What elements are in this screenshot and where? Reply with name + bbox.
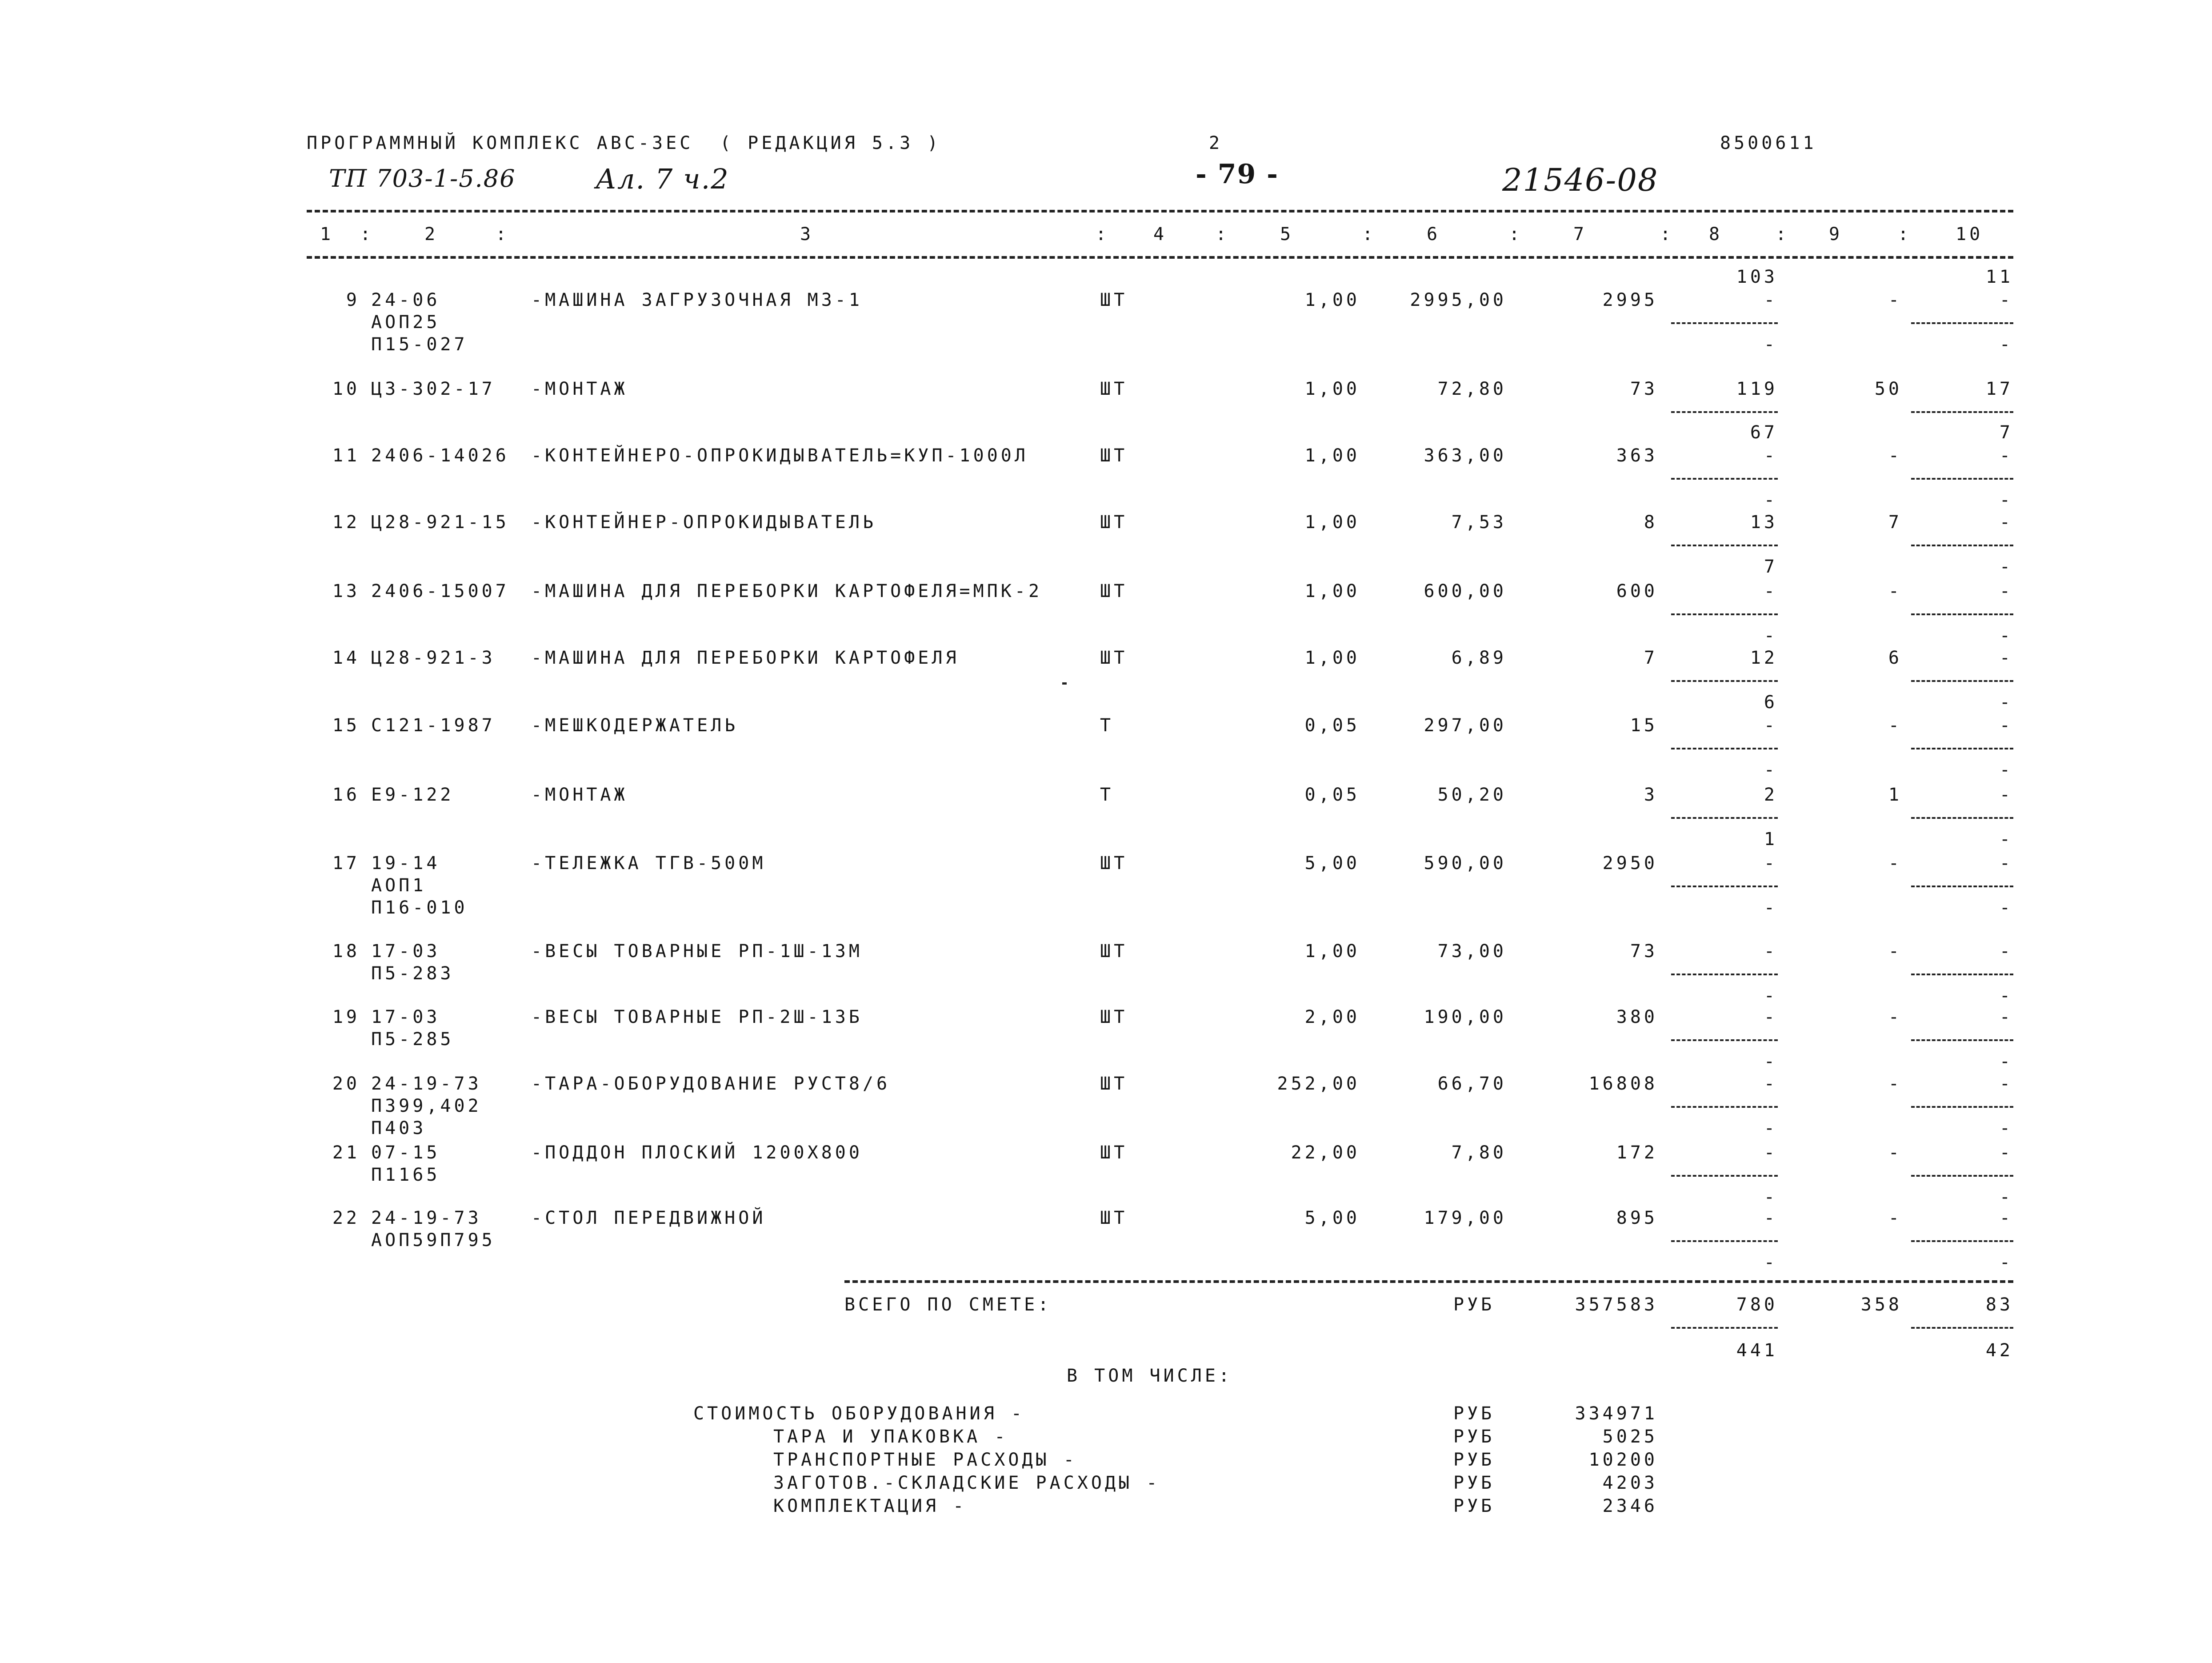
row-number: 13 (332, 581, 360, 601)
row-code: 2406-14026 (371, 445, 509, 466)
row-col10-bottom: - (1999, 760, 2013, 780)
column-header-3: 3 (800, 224, 814, 244)
row-total: 380 (1616, 1007, 1658, 1027)
row-col8: 12 (1750, 648, 1778, 668)
row-col9: 7 (1888, 512, 1902, 533)
row-col8-rule (1671, 1240, 1778, 1242)
column-separator: : (1096, 224, 1110, 244)
row-unit-price: 190,00 (1424, 1007, 1507, 1027)
row-col8-top: 103 (1736, 267, 1778, 287)
row-unit-price: 600,00 (1424, 581, 1507, 601)
including-title: В ТОМ ЧИСЛЕ: (1067, 1366, 1232, 1386)
row-code: 17-03 (371, 941, 440, 962)
row-col9: - (1888, 941, 1902, 962)
column-separator: : (1776, 224, 1790, 244)
row-name: -МАШИНА ЗАГРУЗОЧНАЯ МЗ-1 (531, 290, 863, 310)
including-label: ЗАГОТОВ.-СКЛАДСКИЕ РАСХОДЫ - (773, 1473, 1160, 1493)
row-code: П403 (371, 1118, 427, 1138)
row-total: 73 (1630, 941, 1658, 962)
row-code: П16-010 (371, 898, 468, 918)
row-quantity: 1,00 (1304, 290, 1360, 310)
column-header-9: 9 (1829, 224, 1843, 244)
row-col8-bottom: - (1764, 1051, 1778, 1072)
row-quantity: 1,00 (1304, 581, 1360, 601)
row-total: 7 (1644, 648, 1658, 668)
row-number: 14 (332, 648, 360, 668)
row-col8-rule (1671, 322, 1778, 324)
row-quantity: 5,00 (1304, 853, 1360, 874)
including-label: ТРАНСПОРТНЫЕ РАСХОДЫ - (773, 1450, 1077, 1470)
row-unit-price: 50,20 (1437, 785, 1507, 805)
row-col8-bottom: - (1764, 760, 1778, 780)
row-total: 3 (1644, 785, 1658, 805)
program-code: 8500611 (1720, 133, 1817, 153)
row-unit: ШТ (1100, 1208, 1128, 1228)
row-total: 16808 (1588, 1074, 1658, 1094)
row-col9: - (1888, 853, 1902, 874)
row-quantity: 0,05 (1304, 715, 1360, 736)
row-code: 24-06 (371, 290, 440, 310)
row-col8: - (1764, 290, 1778, 310)
row-name: -ТАРА-ОБОРУДОВАНИЕ РУСТ8/6 (531, 1074, 891, 1094)
row-col10-bottom: - (1999, 625, 2013, 646)
totals-col8-rule (1671, 1327, 1778, 1329)
row-col8-rule (1671, 680, 1778, 682)
row-code: ЦЗ-302-17 (371, 379, 496, 399)
row-unit: ШТ (1100, 1074, 1128, 1094)
header-rule-top (307, 210, 2013, 212)
row-quantity: 1,00 (1304, 648, 1360, 668)
totals-col8: 780 (1736, 1294, 1778, 1315)
column-header-10: 10 (1956, 224, 1984, 244)
row-col8: - (1764, 1074, 1778, 1094)
stray-mark (1062, 682, 1067, 685)
row-number: 11 (332, 445, 360, 466)
row-col9: - (1888, 445, 1902, 466)
row-code: 17-03 (371, 1007, 440, 1027)
row-col8-rule (1671, 1106, 1778, 1108)
row-unit: Т (1100, 785, 1114, 805)
including-value: 10200 (1588, 1450, 1658, 1470)
row-col10: - (1999, 941, 2013, 962)
row-col10-bottom: - (1999, 1252, 2013, 1273)
row-col10: - (1999, 512, 2013, 533)
row-quantity: 0,05 (1304, 785, 1360, 805)
column-header-8: 8 (1709, 224, 1723, 244)
including-value: 4203 (1602, 1473, 1658, 1493)
row-unit: ШТ (1100, 1142, 1128, 1163)
row-col8: - (1764, 1007, 1778, 1027)
column-header-7: 7 (1573, 224, 1588, 244)
row-unit-price: 72,80 (1437, 379, 1507, 399)
row-unit: ШТ (1100, 1007, 1128, 1027)
column-separator: : (1216, 224, 1230, 244)
row-code: С121-1987 (371, 715, 496, 736)
totals-col9: 358 (1860, 1294, 1902, 1315)
totals-col10-rule (1911, 1327, 2013, 1329)
row-unit-price: 7,53 (1451, 512, 1507, 533)
row-col10-top: 11 (1985, 267, 2013, 287)
row-total: 8 (1644, 512, 1658, 533)
row-code: 24-19-73 (371, 1208, 482, 1228)
row-col10-rule (1911, 748, 2013, 749)
row-code: АОП59П795 (371, 1230, 496, 1250)
row-code: П5-285 (371, 1029, 454, 1050)
row-col10-bottom: - (1999, 557, 2013, 577)
column-separator: : (360, 224, 374, 244)
row-col9: - (1888, 715, 1902, 736)
row-col10-bottom: - (1999, 490, 2013, 510)
including-unit: РУБ (1453, 1496, 1495, 1516)
row-col10-rule (1911, 613, 2013, 615)
sheet-number: 2 (1209, 133, 1223, 153)
row-total: 172 (1616, 1142, 1658, 1163)
row-col10-rule (1911, 1039, 2013, 1041)
row-name: -МОНТАЖ (531, 785, 628, 805)
row-total: 600 (1616, 581, 1658, 601)
totals-unit: РУБ (1453, 1294, 1495, 1315)
row-col8-bottom: 6 (1764, 692, 1778, 713)
column-header-1: 1 (320, 224, 334, 244)
document-number: 21546-08 (1502, 162, 1659, 198)
row-col8: - (1764, 581, 1778, 601)
row-number: 10 (332, 379, 360, 399)
totals-rule (844, 1280, 2013, 1283)
row-number: 12 (332, 512, 360, 533)
row-code: П15-027 (371, 334, 468, 355)
including-label: СТОИМОСТЬ ОБОРУДОВАНИЯ - (693, 1403, 1025, 1424)
row-unit-price: 179,00 (1424, 1208, 1507, 1228)
row-col8: 119 (1736, 379, 1778, 399)
row-unit: ШТ (1100, 445, 1128, 466)
row-quantity: 2,00 (1304, 1007, 1360, 1027)
row-col8-top: 67 (1750, 422, 1778, 443)
row-col8: - (1764, 715, 1778, 736)
row-unit: Т (1100, 715, 1114, 736)
row-name: -МОНТАЖ (531, 379, 628, 399)
row-col8: - (1764, 445, 1778, 466)
row-col10: - (1999, 445, 2013, 466)
row-unit: ШТ (1100, 941, 1128, 962)
row-code: Ц28-921-15 (371, 512, 509, 533)
row-col10: - (1999, 715, 2013, 736)
totals-sum: 357583 (1575, 1294, 1658, 1315)
row-number: 16 (332, 785, 360, 805)
row-col8-rule (1671, 1175, 1778, 1177)
row-col9: - (1888, 1208, 1902, 1228)
row-col9: 6 (1888, 648, 1902, 668)
row-col10-rule (1911, 322, 2013, 324)
row-col8: 2 (1764, 785, 1778, 805)
row-total: 895 (1616, 1208, 1658, 1228)
row-col9: 50 (1874, 379, 1902, 399)
row-col9: 1 (1888, 785, 1902, 805)
totals-col10-bottom: 42 (1985, 1340, 2013, 1361)
row-code: 07-15 (371, 1142, 440, 1163)
row-col10: - (1999, 785, 2013, 805)
row-code: 19-14 (371, 853, 440, 874)
row-name: -МАШИНА ДЛЯ ПЕРЕБОРКИ КАРТОФЕЛЯ=МПК-2 (531, 581, 1043, 601)
row-col8-rule (1671, 613, 1778, 615)
row-name: -ПОДДОН ПЛОСКИЙ 1200Х800 (531, 1142, 863, 1163)
row-col8-rule (1671, 478, 1778, 480)
including-unit: РУБ (1453, 1450, 1495, 1470)
totals-label: ВСЕГО ПО СМЕТЕ: (844, 1294, 1052, 1315)
column-separator: : (496, 224, 510, 244)
row-col10-bottom: - (1999, 986, 2013, 1006)
column-separator: : (1898, 224, 1912, 244)
row-name: -ВЕСЫ ТОВАРНЫЕ РП-2Ш-13Б (531, 1007, 863, 1027)
program-title: ПРОГРАММНЫЙ КОМПЛЕКС АВС-3ЕС (307, 133, 694, 153)
row-col8-bottom: 1 (1764, 829, 1778, 850)
column-header-4: 4 (1153, 224, 1168, 244)
row-name: -СТОЛ ПЕРЕДВИЖНОЙ (531, 1208, 766, 1228)
row-total: 2995 (1602, 290, 1658, 310)
row-col8-rule (1671, 545, 1778, 546)
row-col8-rule (1671, 886, 1778, 887)
row-unit-price: 73,00 (1437, 941, 1507, 962)
row-col8-bottom: - (1764, 625, 1778, 646)
row-code: АОП25 (371, 312, 440, 333)
row-col10: - (1999, 648, 2013, 668)
column-header-2: 2 (424, 224, 439, 244)
row-unit-price: 7,80 (1451, 1142, 1507, 1163)
row-col8-bottom: - (1764, 1118, 1778, 1138)
row-col8: - (1764, 1142, 1778, 1163)
row-col8-bottom: 7 (1764, 557, 1778, 577)
row-name: -МЕШКОДЕРЖАТЕЛЬ (531, 715, 739, 736)
row-col10-bottom: - (1999, 1051, 2013, 1072)
row-name: -ВЕСЫ ТОВАРНЫЕ РП-1Ш-13М (531, 941, 863, 962)
row-code: 2406-15007 (371, 581, 509, 601)
row-col10-rule (1911, 411, 2013, 413)
row-code: П399,402 (371, 1096, 482, 1116)
row-col10-bottom: - (1999, 692, 2013, 713)
row-col8: - (1764, 1208, 1778, 1228)
column-separator: : (1509, 224, 1523, 244)
row-col8-bottom: - (1764, 490, 1778, 510)
row-col10-bottom: - (1999, 829, 2013, 850)
row-col10-rule (1911, 817, 2013, 819)
row-unit-price: 6,89 (1451, 648, 1507, 668)
row-col9: - (1888, 1142, 1902, 1163)
row-col10: - (1999, 853, 2013, 874)
column-separator: : (1660, 224, 1674, 244)
including-unit: РУБ (1453, 1427, 1495, 1447)
row-col8-bottom: - (1764, 1187, 1778, 1207)
row-col10: - (1999, 1074, 2013, 1094)
row-code: Е9-122 (371, 785, 454, 805)
row-col10-bottom: - (1999, 1187, 2013, 1207)
row-quantity: 1,00 (1304, 512, 1360, 533)
including-value: 334971 (1575, 1403, 1658, 1424)
row-col8-bottom: - (1764, 898, 1778, 918)
row-number: 20 (332, 1074, 360, 1094)
row-number: 21 (332, 1142, 360, 1163)
including-value: 2346 (1602, 1496, 1658, 1516)
column-separator: : (1362, 224, 1376, 244)
row-number: 9 (346, 290, 360, 310)
row-code: 24-19-73 (371, 1074, 482, 1094)
row-col10: - (1999, 1208, 2013, 1228)
column-header-5: 5 (1280, 224, 1294, 244)
row-col10-rule (1911, 545, 2013, 546)
row-code: П1165 (371, 1165, 440, 1185)
row-unit: ШТ (1100, 379, 1128, 399)
column-header-6: 6 (1427, 224, 1441, 244)
row-col9: - (1888, 581, 1902, 601)
row-number: 15 (332, 715, 360, 736)
row-col10-bottom: - (1999, 334, 2013, 355)
row-unit: ШТ (1100, 648, 1128, 668)
row-col9: - (1888, 290, 1902, 310)
including-value: 5025 (1602, 1427, 1658, 1447)
row-col9: - (1888, 1007, 1902, 1027)
page-number: - 79 - (1196, 159, 1279, 190)
row-name: -КОНТЕЙНЕРО-ОПРОКИДЫВАТЕЛЬ=КУП-1000Л (531, 445, 1028, 466)
row-unit: ШТ (1100, 512, 1128, 533)
row-col10: - (1999, 290, 2013, 310)
header-rule-bottom (307, 256, 2013, 259)
row-quantity: 252,00 (1277, 1074, 1360, 1094)
totals-col8-bottom: 441 (1736, 1340, 1778, 1361)
row-code: АОП1 (371, 875, 427, 896)
including-unit: РУБ (1453, 1473, 1495, 1493)
row-unit-price: 363,00 (1424, 445, 1507, 466)
album-label: Ал. 7 ч.2 (596, 163, 729, 195)
row-code: П5-283 (371, 963, 454, 984)
edition-label: ( РЕДАКЦИЯ 5.3 ) (720, 133, 941, 153)
row-quantity: 1,00 (1304, 941, 1360, 962)
row-code: Ц28-921-3 (371, 648, 496, 668)
including-unit: РУБ (1453, 1403, 1495, 1424)
row-col8-rule (1671, 1039, 1778, 1041)
row-quantity: 1,00 (1304, 379, 1360, 399)
row-unit: ШТ (1100, 290, 1128, 310)
row-col8-rule (1671, 974, 1778, 975)
row-col8-bottom: - (1764, 1252, 1778, 1273)
row-col10-bottom: - (1999, 1118, 2013, 1138)
row-name: -МАШИНА ДЛЯ ПЕРЕБОРКИ КАРТОФЕЛЯ (531, 648, 960, 668)
row-col8: - (1764, 853, 1778, 874)
row-total: 15 (1630, 715, 1658, 736)
row-col8-bottom: - (1764, 334, 1778, 355)
row-col10-rule (1911, 1106, 2013, 1108)
row-unit-price: 66,70 (1437, 1074, 1507, 1094)
row-col10-rule (1911, 1240, 2013, 1242)
row-col10-top: 7 (1999, 422, 2013, 443)
row-unit-price: 297,00 (1424, 715, 1507, 736)
row-col10: 17 (1985, 379, 2013, 399)
row-number: 19 (332, 1007, 360, 1027)
row-number: 22 (332, 1208, 360, 1228)
row-unit-price: 2995,00 (1410, 290, 1507, 310)
row-name: -ТЕЛЕЖКА ТГВ-500М (531, 853, 766, 874)
including-label: ТАРА И УПАКОВКА - (773, 1427, 1008, 1447)
row-col10-rule (1911, 680, 2013, 682)
row-col10: - (1999, 581, 2013, 601)
row-number: 17 (332, 853, 360, 874)
row-col8: - (1764, 941, 1778, 962)
row-unit-price: 590,00 (1424, 853, 1507, 874)
row-col10-rule (1911, 886, 2013, 887)
row-col8-rule (1671, 748, 1778, 749)
row-col10-rule (1911, 478, 2013, 480)
row-col8-bottom: - (1764, 986, 1778, 1006)
row-col10-rule (1911, 974, 2013, 975)
row-number: 18 (332, 941, 360, 962)
row-total: 73 (1630, 379, 1658, 399)
row-col10-bottom: - (1999, 898, 2013, 918)
row-total: 2950 (1602, 853, 1658, 874)
row-col8-rule (1671, 411, 1778, 413)
row-total: 363 (1616, 445, 1658, 466)
row-unit: ШТ (1100, 581, 1128, 601)
project-number: ТП 703-1-5.86 (329, 164, 516, 192)
row-col8-rule (1671, 817, 1778, 819)
row-col8: 13 (1750, 512, 1778, 533)
totals-col10: 83 (1985, 1294, 2013, 1315)
row-col10: - (1999, 1007, 2013, 1027)
row-col10: - (1999, 1142, 2013, 1163)
row-name: -КОНТЕЙНЕР-ОПРОКИДЫВАТЕЛЬ (531, 512, 877, 533)
row-quantity: 5,00 (1304, 1208, 1360, 1228)
row-col9: - (1888, 1074, 1902, 1094)
row-unit: ШТ (1100, 853, 1128, 874)
row-quantity: 1,00 (1304, 445, 1360, 466)
row-col10-rule (1911, 1175, 2013, 1177)
including-label: КОМПЛЕКТАЦИЯ - (773, 1496, 967, 1516)
row-quantity: 22,00 (1291, 1142, 1360, 1163)
